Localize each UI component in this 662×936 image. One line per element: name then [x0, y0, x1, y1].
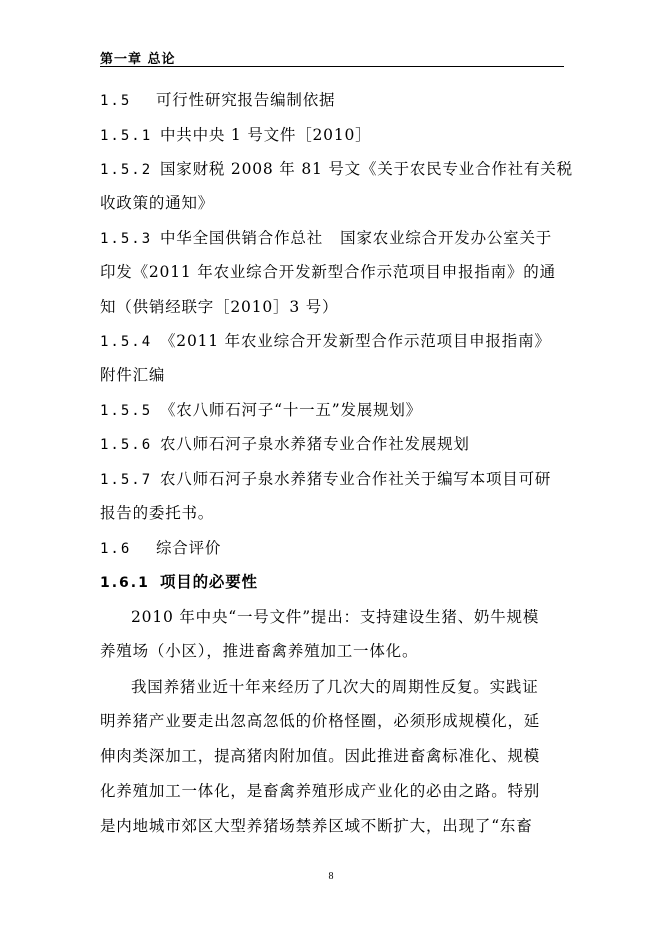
item-text: 农八师石河子泉水养猪专业合作社发展规划: [160, 435, 470, 453]
paragraph-line: [131, 675, 539, 697]
reference-item-1-5-6: [100, 432, 470, 454]
section-title: 综合评价: [156, 539, 222, 557]
section-heading-1-5: [100, 88, 335, 110]
section-heading-1-6: [100, 536, 221, 558]
item-text: 印发《2011 年农业综合开发新型合作示范项目申报指南》的通: [100, 263, 556, 281]
item-text: 《农八师石河子“十一五”发展规划》: [160, 401, 422, 419]
item-number: 1.5.3: [100, 231, 153, 247]
item-text: 中华全国供销合作总社 国家农业综合开发办公室关于: [160, 229, 553, 247]
reference-item-continuation: [100, 295, 338, 317]
item-number: 1.5.7: [100, 472, 153, 488]
reference-item-1-5-1: [100, 123, 371, 145]
item-text: 附件汇编: [100, 366, 166, 384]
section-title: 可行性研究报告编制依据: [156, 91, 336, 109]
item-text: 收政策的通知》: [100, 194, 215, 212]
item-text: 农八师石河子泉水养猪专业合作社关于编写本项目可研: [160, 470, 552, 488]
subsection-heading-1-6-1: [100, 570, 258, 592]
paragraph-text: 化养殖加工一体化，是畜禽养殖形成产业化的必由之路。特别: [100, 782, 541, 800]
paragraph-line: [100, 814, 533, 836]
paragraph-text: 我国养猪业近十年来经历了几次大的周期性反复。实践证: [131, 678, 539, 696]
item-text: 《2011 年农业综合开发新型合作示范项目申报指南》: [160, 332, 551, 350]
paragraph-line: [100, 744, 540, 766]
reference-item-continuation: [100, 260, 556, 282]
reference-item-1-5-3: [100, 226, 552, 248]
item-number: 1.5.6: [100, 437, 153, 453]
reference-item-continuation: [100, 191, 214, 213]
item-number: 1.5.1: [100, 128, 153, 144]
paragraph-text: 伸肉类深加工，提高猪肉附加值。因此推进畜禽标准化、规模: [100, 747, 541, 765]
item-text: 报告的委托书。: [100, 504, 215, 522]
paragraph-line: [100, 779, 540, 801]
section-number: 1.6: [100, 541, 132, 557]
reference-item-1-5-4: [100, 329, 551, 351]
reference-item-1-5-7: [100, 467, 551, 489]
paragraph-text: 2010 年中央“一号文件”提出：支持建设生猪、奶牛规模: [131, 608, 540, 626]
item-number: 1.5.5: [100, 403, 153, 419]
page-number: 8: [328, 871, 334, 882]
page-header: [100, 46, 564, 67]
subsection-title: 项目的必要性: [160, 573, 258, 591]
paragraph-text: 明养猪产业要走出忽高忽低的价格怪圈，必须形成规模化，延: [100, 712, 541, 730]
paragraph-line: [100, 639, 418, 661]
paragraph-line: [100, 709, 540, 731]
item-number: 1.5.2: [100, 162, 153, 178]
reference-item-1-5-2: [100, 157, 573, 179]
reference-item-continuation: [100, 501, 214, 523]
chapter-title: 第一章 总论: [100, 52, 176, 67]
section-number: 1.5: [100, 93, 132, 109]
reference-item-1-5-5: [100, 398, 422, 420]
reference-item-continuation: [100, 363, 165, 385]
item-text: 知（供销经联字［2010］3 号）: [100, 298, 339, 316]
item-number: 1.5.4: [100, 334, 153, 350]
item-text: 国家财税 2008 年 81 号文《关于农民专业合作社有关税: [160, 160, 573, 178]
subsection-number: 1.6.1: [100, 575, 150, 591]
paragraph-text: 是内地城市郊区大型养猪场禁养区域不断扩大，出现了“东畜: [100, 817, 533, 835]
paragraph-line: [131, 605, 539, 627]
paragraph-text: 养殖场（小区），推进畜禽养殖加工一体化。: [100, 642, 419, 660]
item-text: 中共中央 1 号文件［2010］: [160, 126, 372, 144]
